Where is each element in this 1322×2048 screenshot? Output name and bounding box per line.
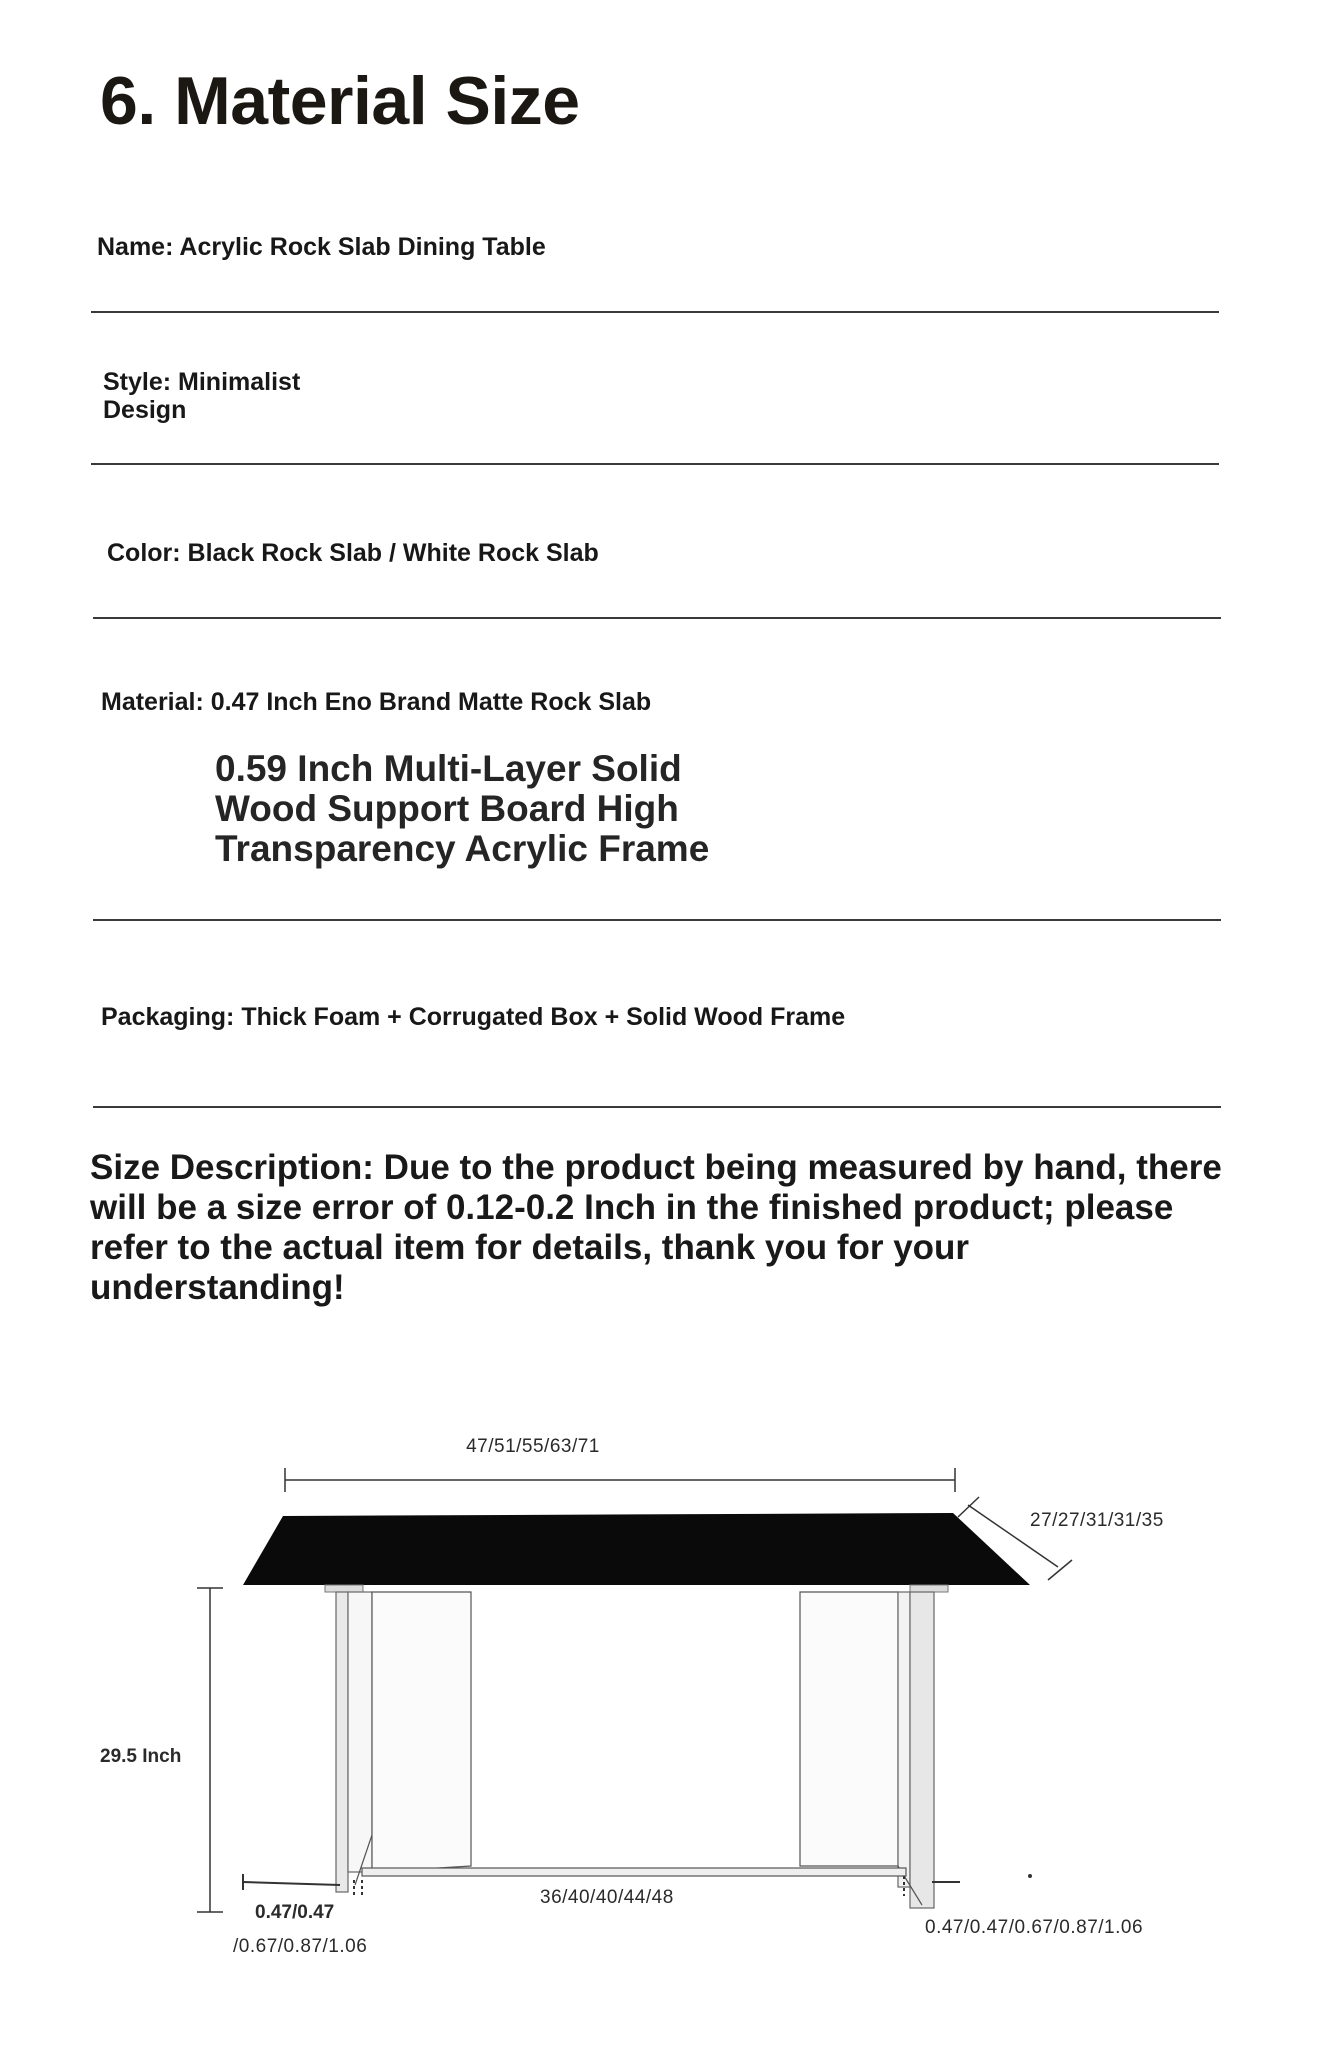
left-mount-plate — [325, 1585, 363, 1592]
divider — [91, 463, 1219, 465]
spec-packaging: Packaging: Thick Foam + Corrugated Box + Solid Wood Frame — [101, 1003, 846, 1031]
table-dimension-diagram — [0, 1400, 1322, 2020]
spec-material-detail: 0.59 Inch Multi-Layer Solid Wood Support Board High Transparency Acrylic Frame — [215, 748, 710, 869]
width-label: 27/27/31/31/35 — [1030, 1510, 1164, 1531]
size-description: Size Description: Due to the product being measured by hand, there will be a size error of 0.12-0.2 Inch in the finished product; please refer to the actual item for details, thank you for your understanding! — [90, 1148, 1222, 1307]
base-bar — [362, 1868, 906, 1876]
right-thickness-label: 0.47/0.47/0.67/0.87/1.06 — [925, 1917, 1144, 1938]
height-label: 29.5 Inch — [100, 1746, 182, 1767]
length-dimension-line — [285, 1468, 955, 1492]
left-acrylic-leg — [336, 1592, 471, 1892]
length-label: 47/51/55/63/71 — [466, 1436, 600, 1457]
left-thickness-label-2: /0.67/0.87/1.06 — [233, 1936, 368, 1957]
divider — [93, 1106, 1221, 1108]
left-thickness-label-1: 0.47/0.47 — [255, 1902, 335, 1923]
divider — [91, 311, 1219, 313]
spec-material: Material: 0.47 Inch Eno Brand Matte Rock Slab — [101, 688, 652, 716]
leg-span-label: 36/40/40/44/48 — [540, 1887, 674, 1908]
right-acrylic-leg — [800, 1592, 934, 1908]
divider — [93, 919, 1221, 921]
tabletop — [243, 1513, 1030, 1585]
right-mount-plate — [910, 1585, 948, 1592]
spec-style: Style: Minimalist Design — [103, 368, 301, 424]
spec-color: Color: Black Rock Slab / White Rock Slab — [107, 539, 599, 567]
height-dimension-line — [197, 1588, 223, 1912]
spec-name: Name: Acrylic Rock Slab Dining Table — [97, 233, 546, 261]
page-title: 6. Material Size — [100, 63, 580, 139]
divider — [93, 617, 1221, 619]
